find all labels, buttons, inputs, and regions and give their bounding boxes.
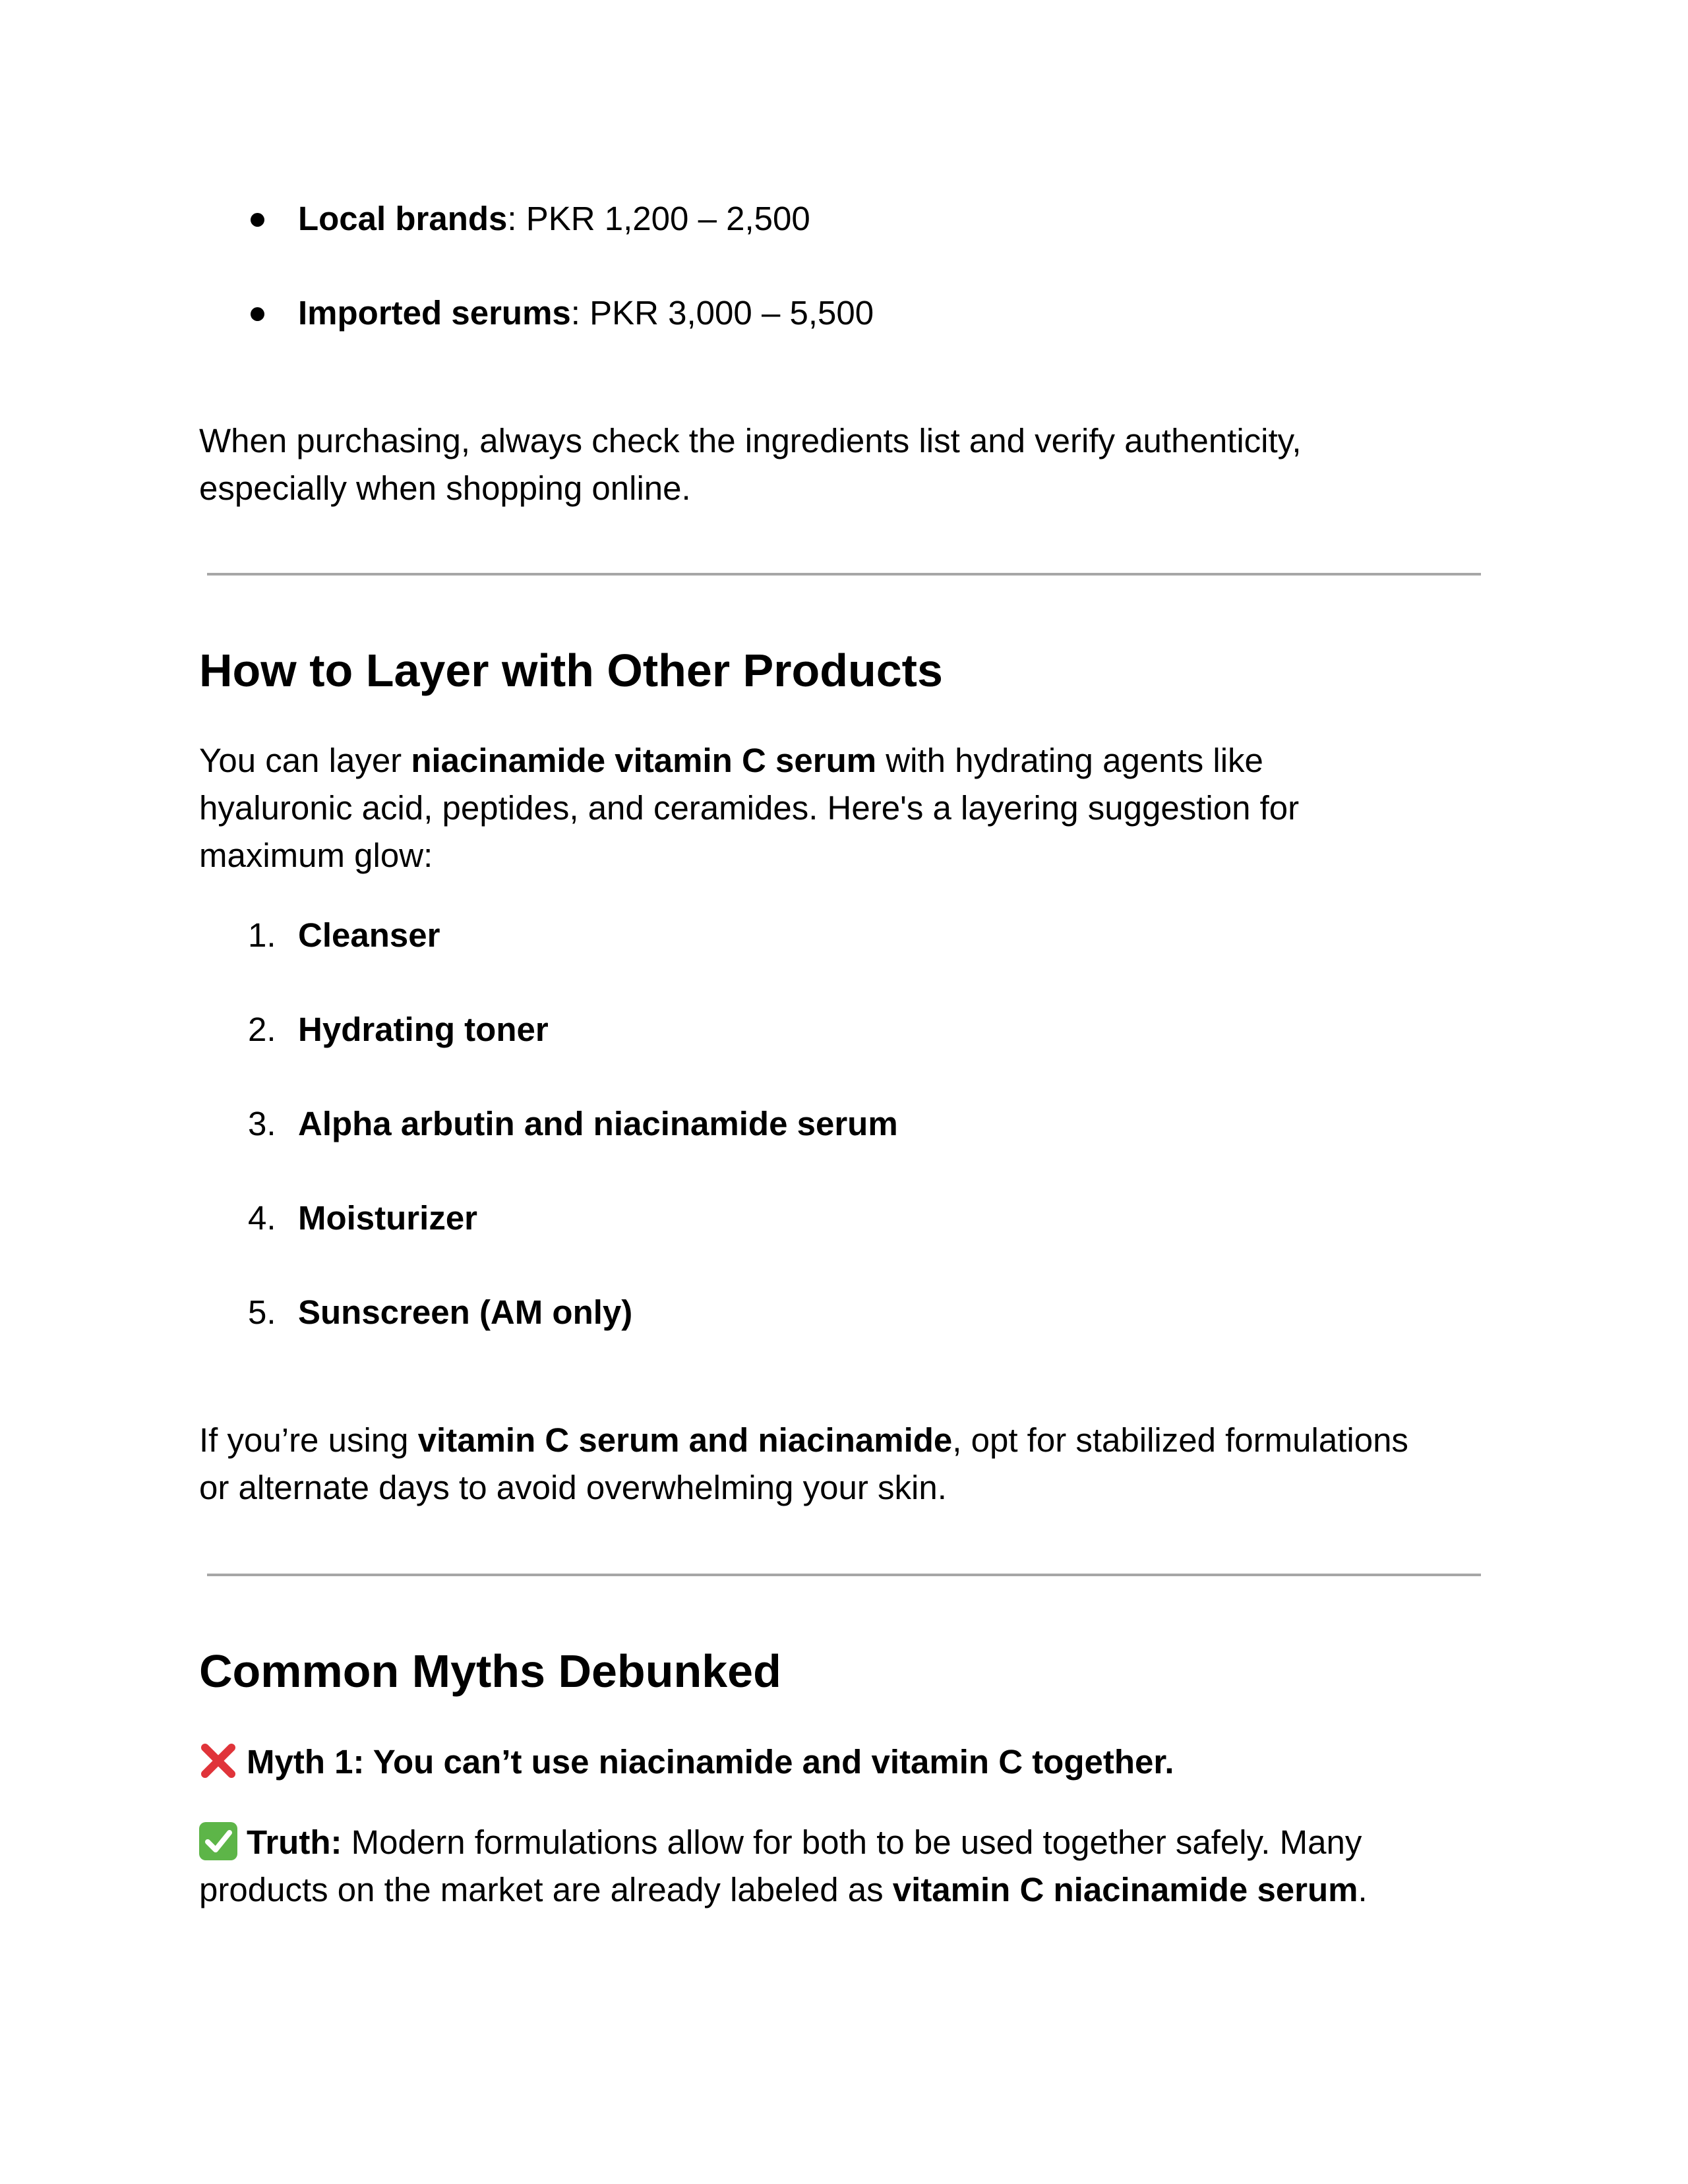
truth-text: Modern formulations allow for both to be used together safely. Many [342, 1823, 1362, 1861]
step-label: Hydrating toner [298, 1011, 549, 1048]
layering-tip-paragraph [199, 1417, 1505, 1512]
myth-1 [199, 1738, 1505, 1786]
truth-keyword: vitamin C niacinamide serum [892, 1871, 1358, 1908]
step-label: Moisturizer [298, 1199, 478, 1237]
step-number: 2. [248, 1011, 276, 1048]
step-label: Cleanser [298, 916, 440, 954]
truth-1 [199, 1819, 1505, 1914]
purchase-note-line-1: When purchasing, always check the ingredients list and verify authenticity, [199, 422, 1302, 459]
truth-text: products on the market are already labeled as [199, 1871, 893, 1908]
truth-text: . [1358, 1871, 1368, 1908]
step-number: 4. [248, 1199, 276, 1237]
intro-text: maximum glow: [199, 837, 433, 874]
price-label: Imported serums [298, 294, 571, 332]
price-label: Local brands [298, 200, 508, 237]
tip-keyword: vitamin C serum and niacinamide [417, 1421, 953, 1459]
step-number: 3. [248, 1105, 276, 1142]
bullet-icon [251, 213, 264, 227]
intro-keyword: niacinamide vitamin C serum [411, 742, 877, 779]
step-label: Sunscreen (AM only) [298, 1293, 633, 1331]
truth-label: Truth: [247, 1823, 342, 1861]
intro-text: hyaluronic acid, peptides, and ceramides. Here's a layering suggestion for [199, 789, 1300, 827]
step-number: 5. [248, 1293, 276, 1331]
bullet-icon [251, 307, 264, 321]
tip-text: , opt for stabilized formulations [952, 1421, 1408, 1459]
check-mark-icon [199, 1822, 237, 1860]
intro-text: with hydrating agents like [876, 742, 1263, 779]
price-value: : PKR 1,200 – 2,500 [507, 200, 810, 237]
step-label: Alpha arbutin and niacinamide serum [298, 1105, 898, 1142]
purchase-note-paragraph [199, 417, 1505, 512]
cross-mark-icon [199, 1742, 237, 1780]
price-value: : PKR 3,000 – 5,500 [570, 294, 874, 332]
layering-intro-paragraph [199, 737, 1505, 879]
section-divider [207, 1574, 1481, 1576]
tip-text: or alternate days to avoid overwhelming your skin. [199, 1469, 947, 1506]
tip-text: If you’re using [199, 1421, 418, 1459]
section-divider [207, 573, 1481, 576]
section-heading-myths: Common Myths Debunked [199, 1645, 781, 1697]
intro-text: You can layer [199, 742, 411, 779]
myth-1-text: Myth 1: You can’t use niacinamide and vitamin C together. [247, 1743, 1174, 1781]
purchase-note-line-2: especially when shopping online. [199, 469, 691, 507]
step-number: 1. [248, 916, 276, 954]
section-heading-layering: How to Layer with Other Products [199, 645, 943, 696]
